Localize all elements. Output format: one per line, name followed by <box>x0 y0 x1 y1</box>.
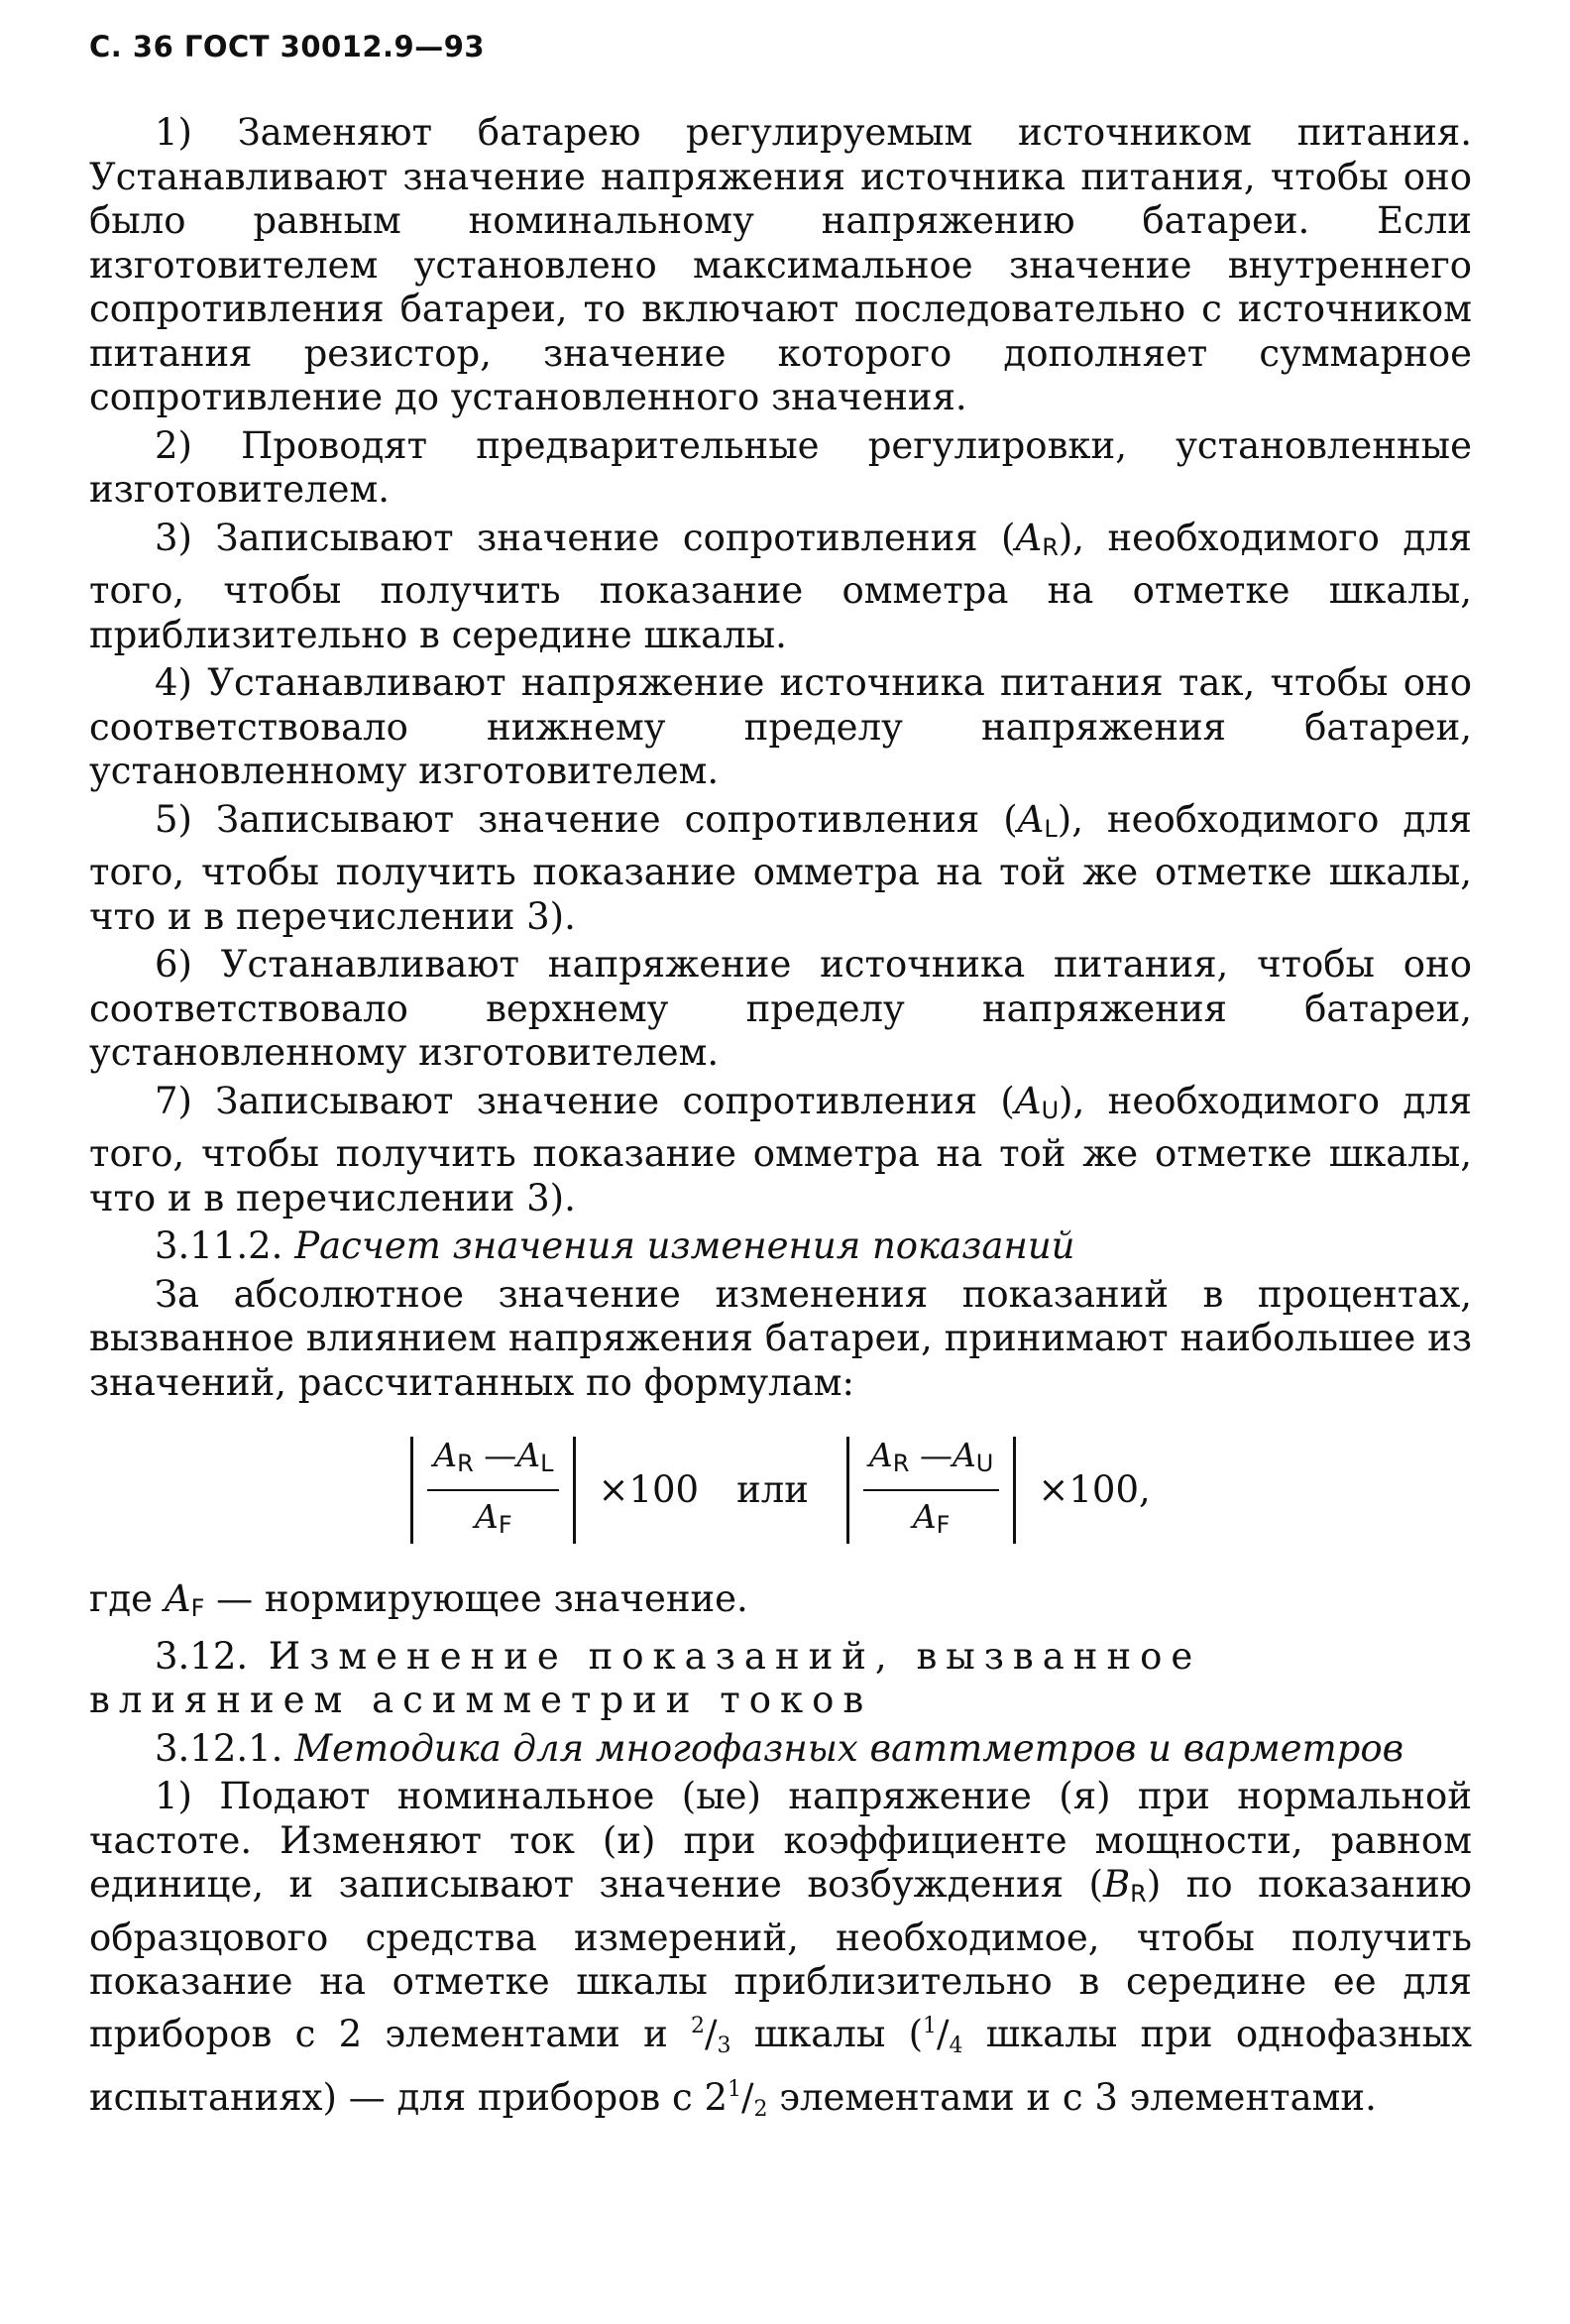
paragraph-5: 5) Записывают значение сопротивления $(A_L)$, необходимого для того, чтобы получить показание омметра на той же отметке шкалы, что и в перечислении 3). <box>89 797 1472 938</box>
section-heading-3-12-1: 3.12.1. Методика для многофазных ваттметров и варметров <box>155 1726 1404 1770</box>
paragraph-6: 6) Устанавливают напряжение источника питания, чтобы оно соответствовало верхнему пределу напряжения батареи, установленному изготовителем. <box>89 943 1472 1074</box>
paragraph-2: 2) Проводят предварительные регулировки, установленные изготовителем. <box>89 423 1472 511</box>
running-header: С. 36 ГОСТ 30012.9—93 <box>89 30 486 63</box>
formula-fraction-2 <box>863 1434 999 1548</box>
formula-times-1: ×100 <box>598 1467 700 1511</box>
paragraph-3: 3) Записывают значение сопротивления $(A_R)$, необходимого для того, чтобы получить показание омметра на отметке шкалы, приблизительно в середине шкалы. <box>89 516 1472 656</box>
where-clause: где $A_F$ — нормирующее значение. <box>89 1577 748 1622</box>
formula-abs-1 <box>410 1437 576 1544</box>
paragraph-calc: За абсолютное значение изменения показаний в процентах, вызванное влиянием напряжения батареи, принимают наибольшее из значений, рассчитанных по формулам: <box>89 1272 1472 1404</box>
fraction-1-numerator: $A_R$ $—A_L$ <box>433 1435 554 1477</box>
paragraph-last: 1) Подают номинальное (ые) напряжение (я) при нормальной частоте. Изменяют ток (и) при коэффициенте мощности, равном единице, и записывают значение возбуждения $(B_R)$ по показанию образцового средства измерений, необходимое, чтобы получить показание на отметке шкалы приблизительно в середине ее для приборов с 2 элементами и $^2$/3 шкалы ($^1$/4 шкалы при однофазных испытаниях) — для приборов с $2^1/2$ элементами и с 3 элементами. <box>89 1775 1472 2122</box>
paragraph-1: 1) Заменяют батарею регулируемым источником питания. Устанавливают значение напряжения источника питания, чтобы оно было равным номинальному напряжению батареи. Если изготовителем установлено максимальное значение внутреннего сопротивления батареи, то включают последовательно с источником питания резистор, значение которого дополняет суммарное сопротивление до установленного значения. <box>89 111 1472 418</box>
formula <box>89 1431 1472 1550</box>
section-heading-3-11-2: 3.11.2. Расчет значения изменения показаний <box>155 1224 1075 1267</box>
section-heading-3-12: 3.12. Изменение показаний, вызванное влиянием асимметрии токов <box>89 1634 1202 1721</box>
document-page <box>89 30 1472 2137</box>
paragraph-7: 7) Записывают значение сопротивления $(A_U)$, необходимого для того, чтобы получить показание омметра на той же отметке шкалы, что и в перечислении 3). <box>89 1079 1472 1220</box>
formula-times-2: ×100, <box>1038 1467 1151 1511</box>
body-text <box>89 111 1472 2133</box>
paragraph-4: 4) Устанавливают напряжение источника питания так, чтобы оно соответствовало нижнему пределу напряжения батареи, установленному изготовителем. <box>89 661 1472 792</box>
fraction-1-denominator: $A_F$ <box>475 1497 512 1539</box>
formula-abs-2 <box>846 1437 1016 1544</box>
formula-or: или <box>736 1467 809 1511</box>
fraction-2-numerator: $A_R$ $—A_U$ <box>868 1435 994 1477</box>
fraction-2-denominator: $A_F$ <box>912 1497 951 1539</box>
formula-fraction-1 <box>427 1434 559 1548</box>
